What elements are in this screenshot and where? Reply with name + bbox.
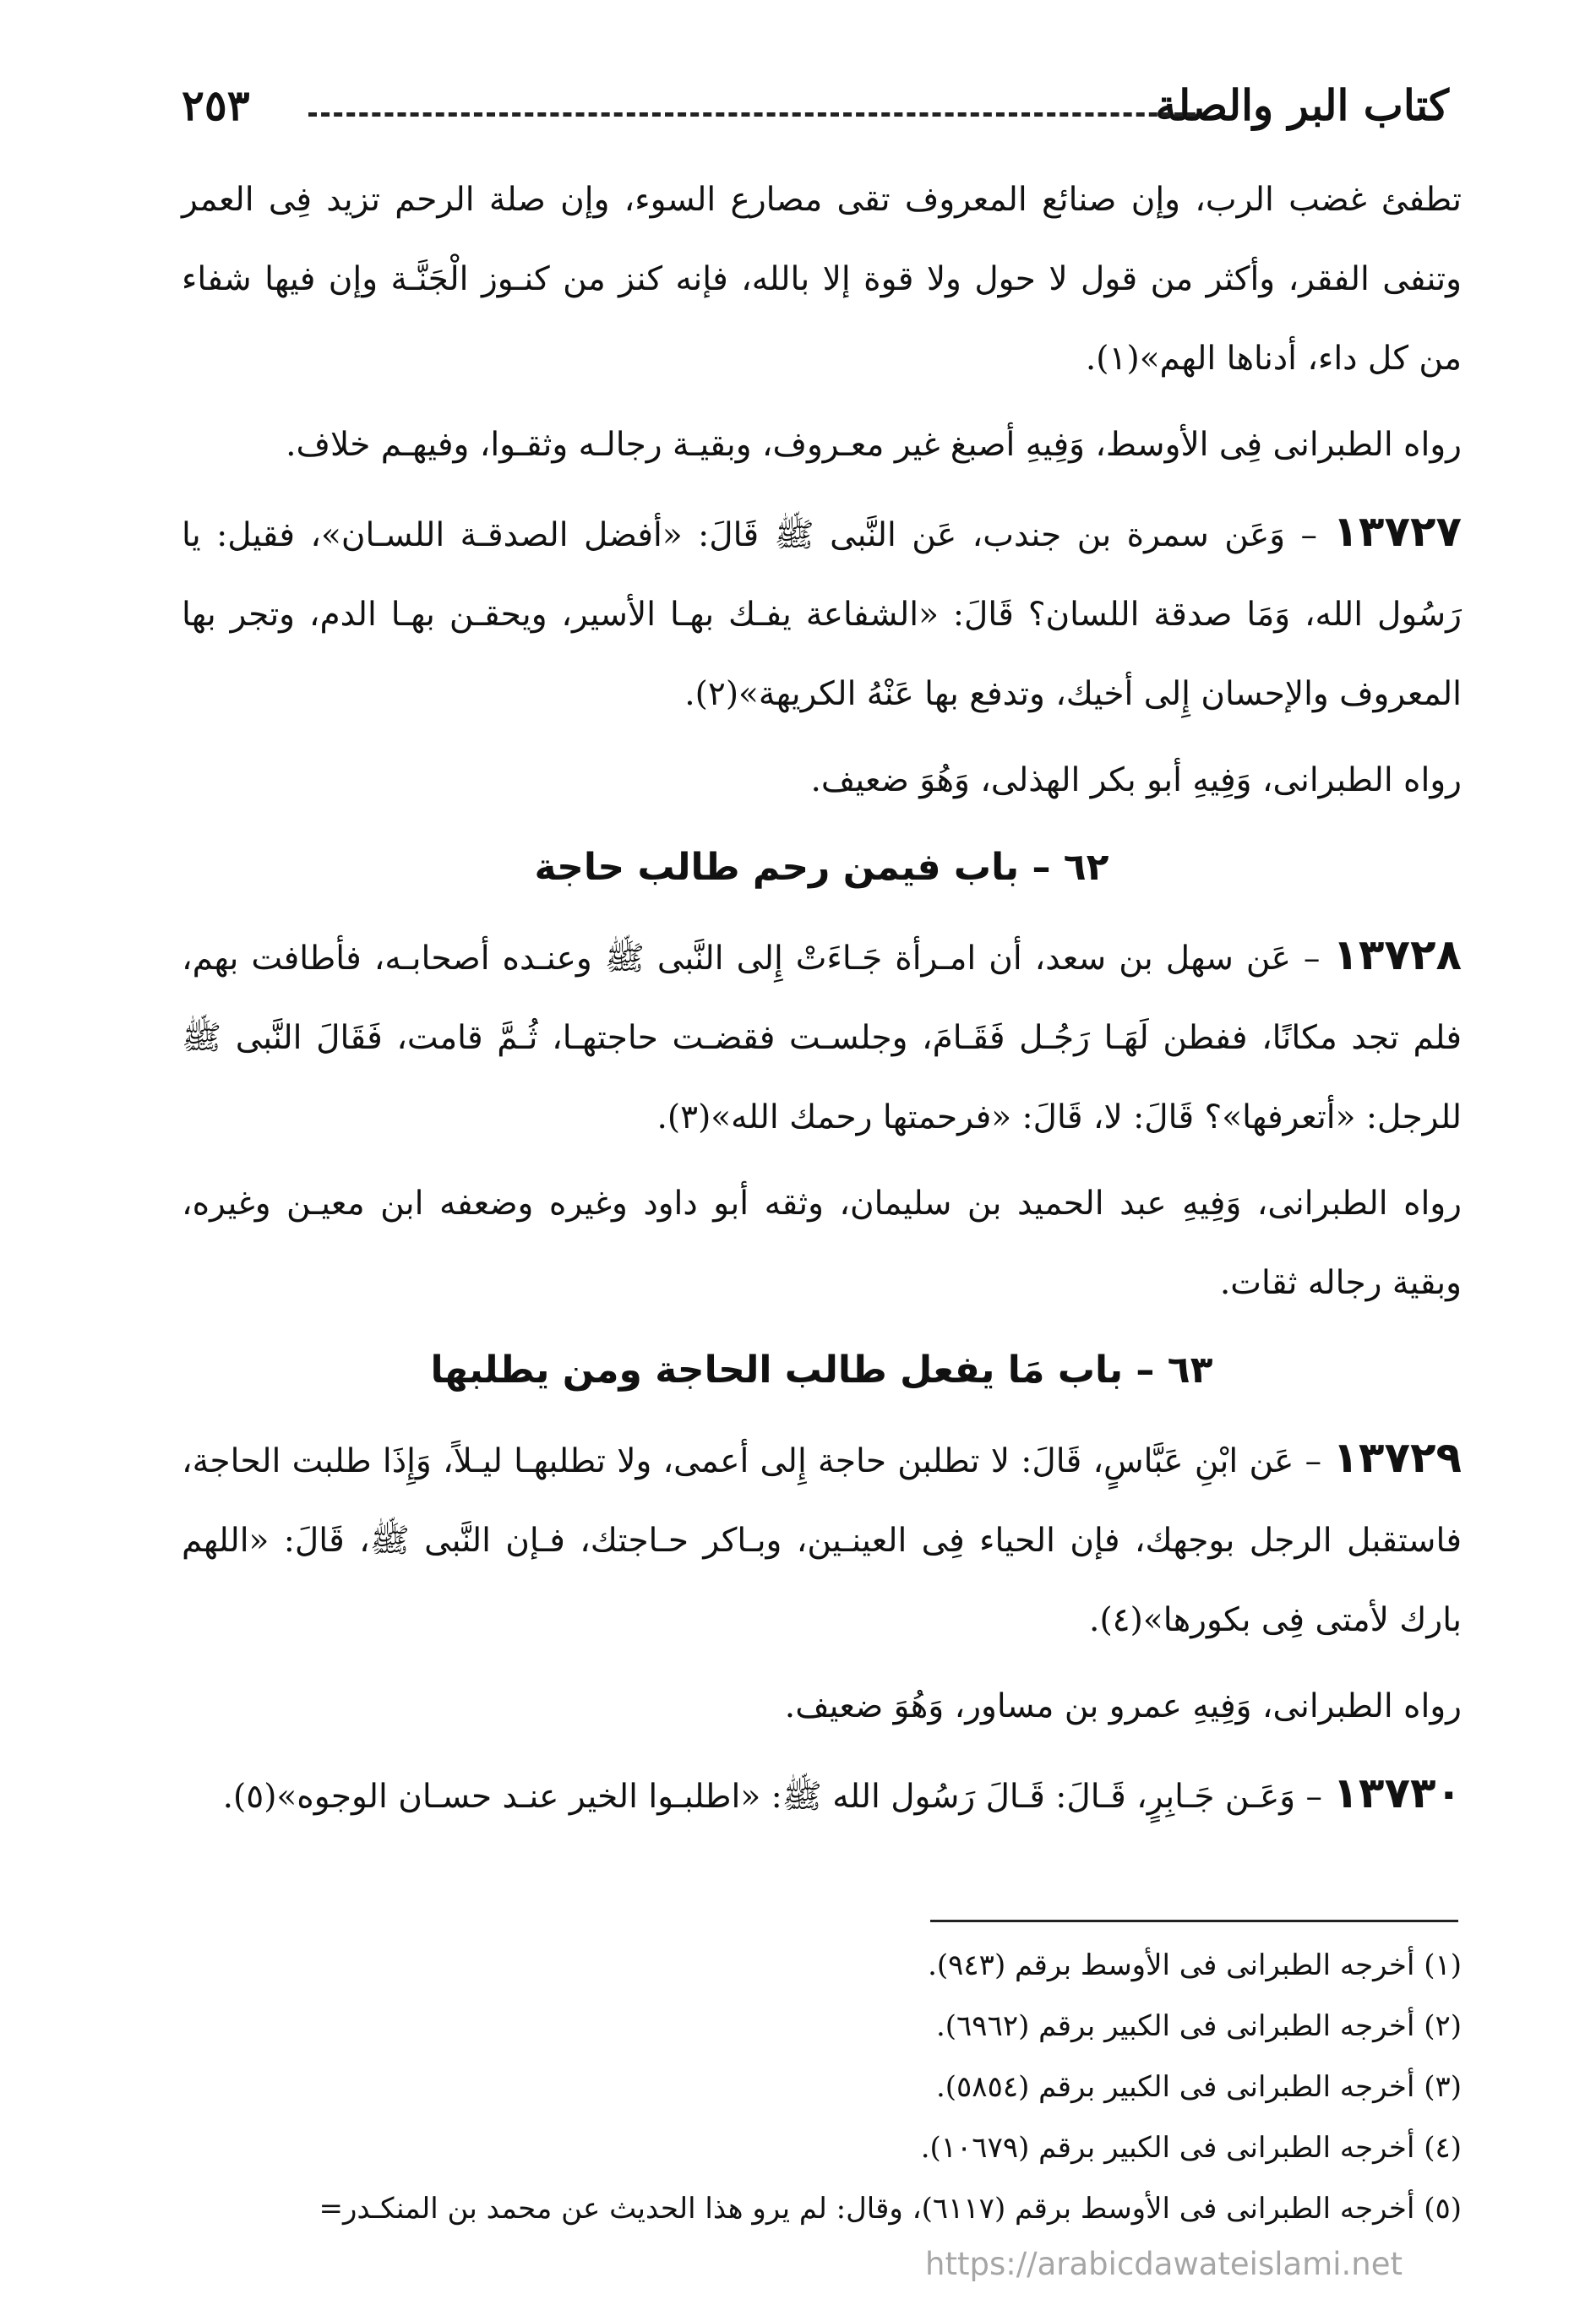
hadith-number: ١٣٧٢٩ (1332, 1433, 1462, 1482)
footnote-3: (٣) أخرجه الطبرانى فى الكبير برقم (٥٨٥٤). (935, 2070, 1462, 2104)
footnote-4: (٤) أخرجه الطبرانى فى الكبير برقم (١٠٦٧٩). (920, 2131, 1462, 2165)
footnotes (182, 1935, 1462, 2239)
page-number: ٢٥٣ (182, 80, 250, 130)
header-dashed-rule (308, 112, 1196, 117)
hadith-number: ١٣٧٢٨ (1332, 930, 1462, 979)
footnote-2: (٢) أخرجه الطبرانى فى الكبير برقم (٦٩٦٢). (935, 2009, 1462, 2043)
book-title: كتاب البر والصلة (1155, 80, 1449, 130)
hadith-number: ١٣٧٢٧ (1332, 507, 1462, 556)
hadith-13729 (182, 1418, 1462, 1660)
chapter-heading-63: ٦٣ – باب مَا يفعل طالب الحاجة ومن يطلبها (430, 1349, 1213, 1392)
footnote-separator (930, 1920, 1458, 1922)
footnote-1: (١) أخرجه الطبرانى فى الأوسط برقم (٩٤٣). (928, 1948, 1462, 1982)
hadith-13728 (182, 915, 1462, 1158)
hadith-number: ١٣٧٣٠ (1332, 1768, 1462, 1817)
main-text (182, 161, 1462, 1844)
hadith-13730 (182, 1753, 1462, 1837)
hadith-text: – وَعَـن جَـابِرٍ، قَـالَ: قَـالَ رَسُول الله ﷺ: «اطلبـوا الخير عنـد حسـان الوجوه»(٥). (222, 1778, 1322, 1816)
hadith-text: – وَعَن سمرة بن جندب، عَن النَّبى ﷺ قَالَ: «أفضل الصدقـة اللسـان»، فقيل: يا رَسُول الله، وَمَا صدقة اللسان؟ قَالَ: «الشفاعة يفـك بهـا الأسير، ويحقـن بهـا الدم، وتجر بها المعروف والإحسان إِلى أخيك، وتدفع بها عَنْهُ الكريهة»(٢). (182, 516, 1462, 713)
footnote-5: (٥) أخرجه الطبرانى فى الأوسط برقم (٦١١٧)، وقال: لم يرو هذا الحديث عن محمد بن المنكـدر= (319, 2192, 1462, 2226)
running-header (182, 80, 1449, 148)
paragraph-source-note: رواه الطبرانى، وَفِيهِ عبد الحميد بن سليمان، وثقه أبو داود وغيره وضعفه ابن معيـن وغيره، وبقية رجاله ثقات. (182, 1185, 1463, 1302)
hadith-text: – عَن سهل بن سعد، أن امـرأة جَـاءَتْ إِلى النَّبى ﷺ وعنـده أصحابـه، فأطافت بهم، فلم تجد مكانًا، ففطن لَهَـا رَجُـل فَقَـامَ، وجلسـت فقضـت حاجتهـا، ثُـمَّ قامت، فَقَالَ النَّبى ﷺ للرجل: «أتعرفها»؟ قَالَ: لا، قَالَ: «فرحمتها رحمك الله»(٣). (182, 940, 1462, 1136)
hadith-text: – عَن ابْنِ عَبَّاسٍ، قَالَ: لا تطلبن حاجة إِلى أعمى، ولا تطلبهـا ليـلاً، وَإِذَا طلبت الحاجة، فاستقبل الرجل بوجهك، فإن الحياء فِى العينـين، وبـاكر حـاجتك، فـإن النَّبى ﷺ، قَالَ: «اللهم بارك لأمتى فِى بكورها»(٤). (182, 1442, 1462, 1639)
hadith-13727 (182, 492, 1462, 734)
chapter-heading-62: ٦٢ – باب فيمن رحم طالب حاجة (534, 846, 1109, 889)
paragraph-source-note: رواه الطبرانى فِى الأوسط، وَفِيهِ أصبغ غير معـروف، وبقيـة رجالـه وثقـوا، وفيهـم خلاف. (286, 426, 1462, 464)
watermark-url: https://arabicdawateislami.net (925, 2246, 1403, 2282)
paragraph-continuation: تطفئ غضب الرب، وإن صنائع المعروف تقى مصارع السوء، وإن صلة الرحم تزيد فِى العمر وتنفى الفقر، وأكثر من قول لا حول ولا قوة إلا بالله، فإنه كنز من كنـوز الْجَنَّـة وإن فيها شفاء من كل داء، أدناها الهم»(١). (182, 181, 1462, 378)
paragraph-source-note: رواه الطبرانى، وَفِيهِ عمرو بن مساور، وَهُوَ ضعيف. (784, 1687, 1462, 1725)
paragraph-source-note: رواه الطبرانى، وَفِيهِ أبو بكر الهذلى، وَهُوَ ضعيف. (810, 761, 1462, 799)
